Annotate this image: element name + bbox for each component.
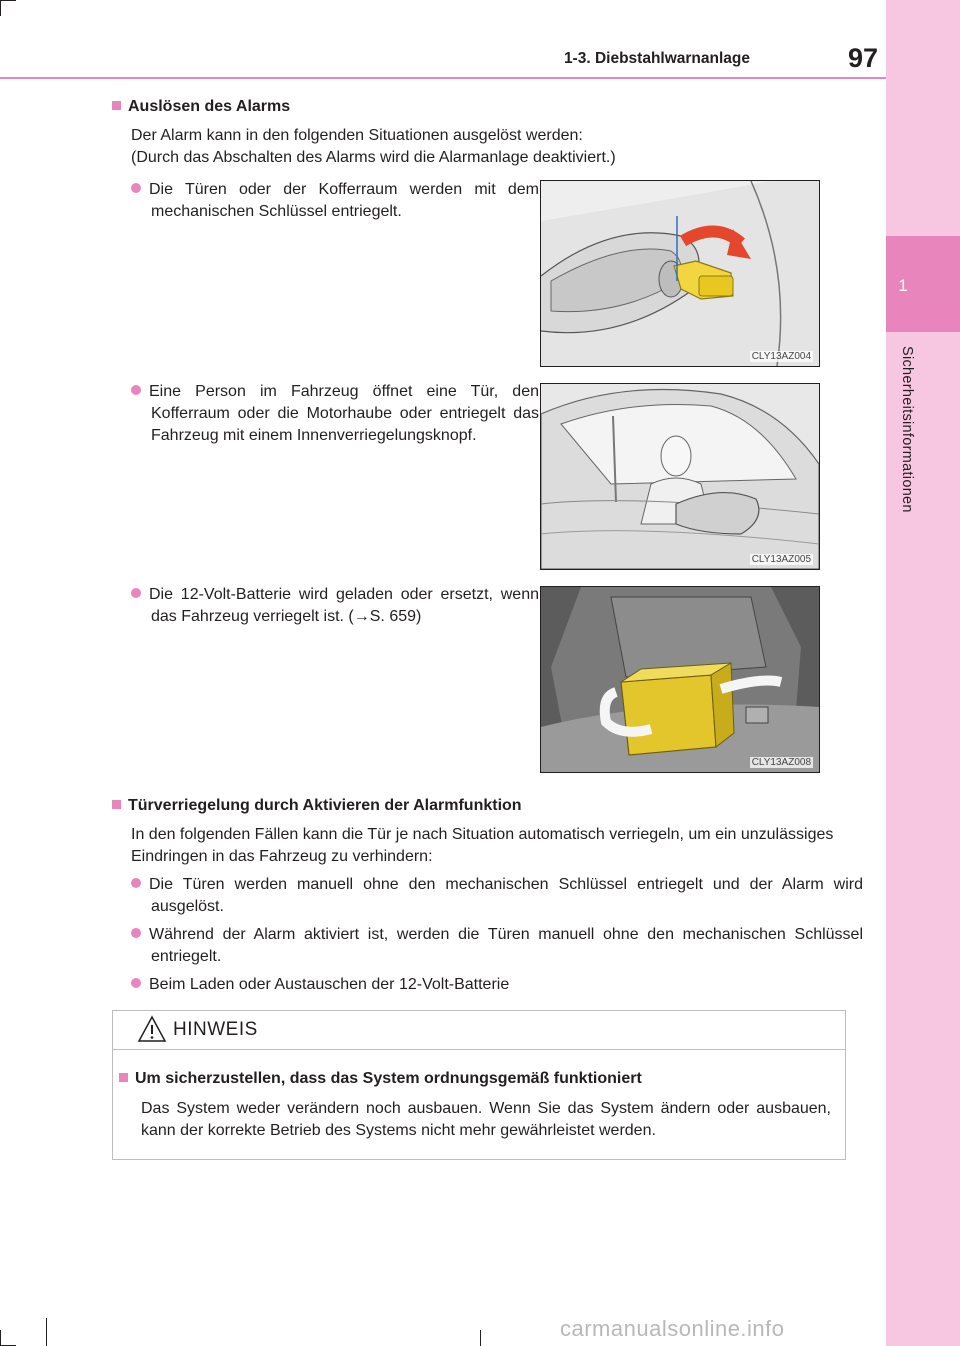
warning-triangle-icon <box>137 1015 167 1043</box>
notice-box <box>112 1010 846 1160</box>
square-bullet-icon <box>119 1073 128 1082</box>
section-intro: In den folgenden Fällen kann die Tür je nach Situation automatisch verriegeln, um ein unzulässiges Eindringen in das Fahrzeug zu verhindern: <box>131 826 834 865</box>
square-bullet-icon <box>112 800 121 809</box>
list-item: Die Türen werden manuell ohne den mechanischen Schlüssel entriegelt und der Alarm wird ausgelöst. <box>131 874 863 918</box>
chapter-number: 1 <box>898 276 908 295</box>
crop-mark <box>46 1318 47 1346</box>
crop-mark <box>0 1330 1 1346</box>
section-title: 1-3. Diebstahlwarnanlage <box>563 50 750 67</box>
section-heading: Türverriegelung durch Aktivieren der Alarmfunktion <box>112 797 522 815</box>
square-bullet-icon <box>112 101 121 110</box>
list-item: Die 12-Volt-Batterie wird geladen oder ersetzt, wenn das Fahrzeug verriegelt ist. (→S. 659) <box>131 584 539 628</box>
figure-battery-trunk <box>540 586 820 773</box>
figure-code: CLY13AZ008 <box>751 757 811 768</box>
bullet-dot-icon <box>131 183 141 193</box>
battery-illustration <box>541 587 819 772</box>
bullet-dot-icon <box>131 978 141 988</box>
bullet-dot-icon <box>131 385 141 395</box>
list-item: Beim Laden oder Austauschen der 12-Volt-Batterie <box>131 974 863 996</box>
bullet-dot-icon <box>131 878 141 888</box>
door-handle-illustration <box>541 181 819 366</box>
figure-person-in-car <box>540 383 820 570</box>
notice-title: HINWEIS <box>173 1019 258 1040</box>
figure-door-key <box>540 180 820 367</box>
page-number: 97 <box>847 43 878 73</box>
header-rule <box>0 77 886 79</box>
section-heading: Auslösen des Alarms <box>112 98 290 116</box>
figure-code: CLY13AZ004 <box>751 351 811 362</box>
car-interior-illustration <box>541 384 819 569</box>
notice-subheading: Um sicherzustellen, dass das System ordnungsgemäß funktioniert <box>119 1070 642 1088</box>
watermark: carmanualsonline.info <box>560 1316 785 1341</box>
notice-separator <box>113 1049 845 1050</box>
notice-text: Das System weder verändern noch ausbauen. Wenn Sie das System ändern oder ausbauen, kann der korrekte Betrieb des Systems nicht mehr gewährleistet werden. <box>141 1100 831 1139</box>
bullet-dot-icon <box>131 588 141 598</box>
chapter-label: Sicherheitsinformationen <box>899 346 915 513</box>
crop-mark <box>0 0 16 1</box>
chapter-side-tab <box>886 0 960 1346</box>
list-item: Eine Person im Fahrzeug öffnet eine Tür, den Kofferraum oder die Motorhaube oder entriegelt das Fahrzeug mit einem Innenverriegelungsknopf. <box>131 381 539 447</box>
list-item: Während der Alarm aktiviert ist, werden die Türen manuell ohne den mechanischen Schlüssel entriegelt. <box>131 924 863 968</box>
figure-code: CLY13AZ005 <box>751 554 811 565</box>
crop-mark <box>480 1330 481 1346</box>
list-item: Die Türen oder der Kofferraum werden mit dem mechanischen Schlüssel entriegelt. <box>131 179 539 223</box>
bullet-dot-icon <box>131 928 141 938</box>
section-intro: Der Alarm kann in den folgenden Situationen ausgelöst werden: (Durch das Abschalten des Alarms wird die Alarmanlage deaktiviert.) <box>131 127 616 166</box>
crop-mark <box>0 0 1 16</box>
